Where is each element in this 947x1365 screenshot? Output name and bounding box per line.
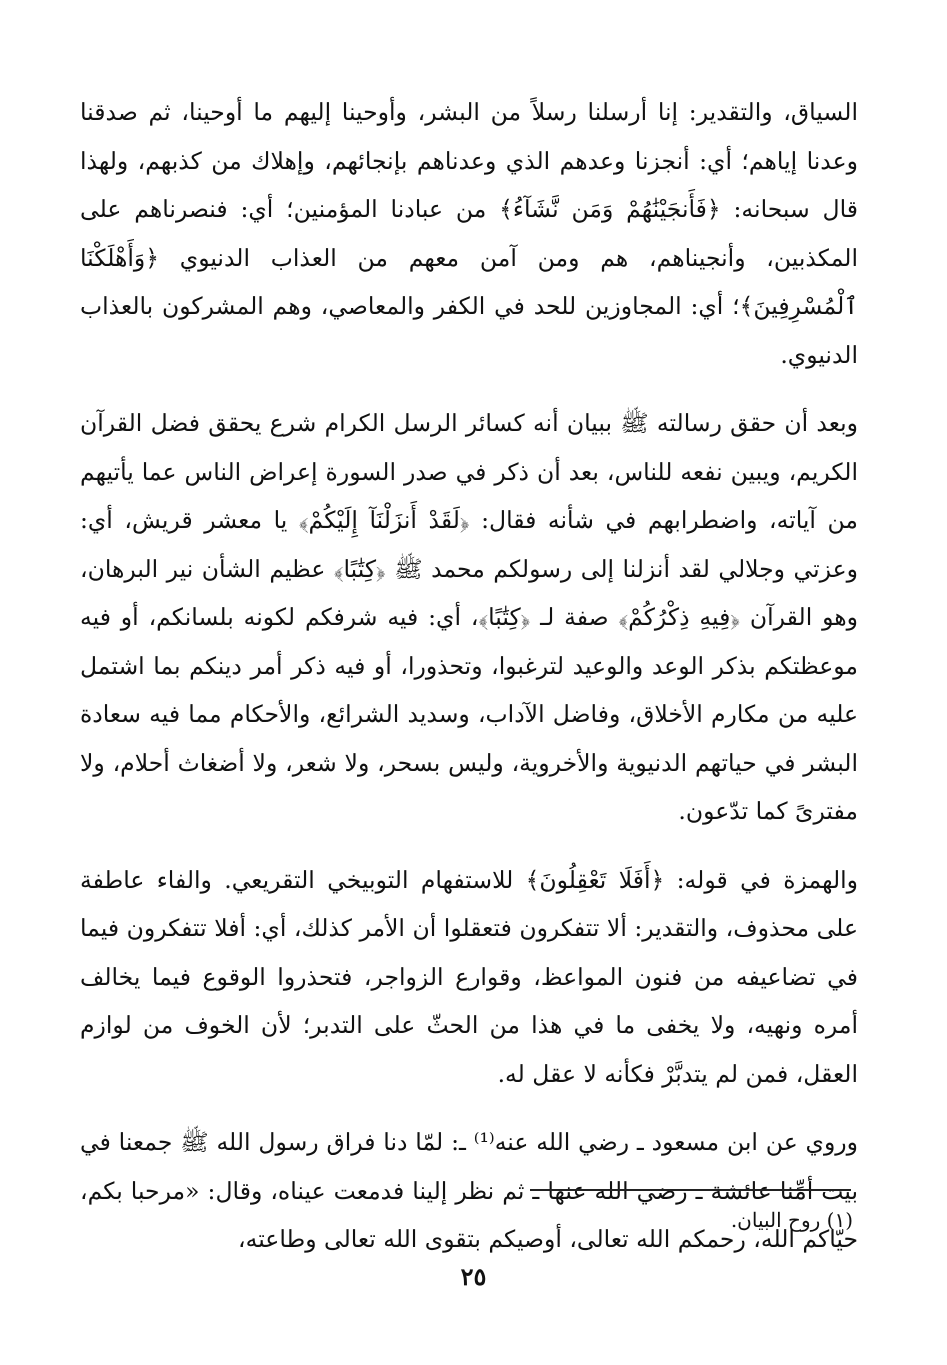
paragraph-3: والهمزة في قوله: ﴿أَفَلَا تَعْقِلُونَ﴾ للاستفهام التوبيخي التقريعي. والفاء عاطفة على محذوف، والتقدير: ألا تتفكرون فتعقلوا أن الأمر كذلك، أي: أفلا تتفكرون فيما في تضاعيفه من فنون المواعظ، وقوارع الزواجر، فتحذروا الوقوع فيما يخالف أمره ونهيه، ولا يخفى ما في هذا من الحثّ على التدبر؛ لأن الخوف من لوازم العقل، فمن لم يتدبَّرْ فكأنه لا عقل له.: [80, 865, 858, 1088]
page-number: ٢٥: [460, 1262, 487, 1291]
paragraph-1: السياق، والتقدير: إنا أرسلنا رسلاً من البشر، وأوحينا إليهم ما أوحينا، ثم صدقنا وعدنا إياهم؛ أي: أنجزنا وعدهم الذي وعدناهم بإنجائهم، وإهلاك من كذبهم، ولهذا قال سبحانه: ﴿فَأَنجَيْنَٰهُمْ وَمَن نَّشَآءُ﴾ من عبادنا المؤمنين؛ أي: فنصرناهم على المكذبين، وأنجيناهم، هم ومن آمن معهم من العذاب الدنيوي ﴿وَأَهْلَكْنَا ٱلْمُسْرِفِينَ﴾؛ أي: المجاوزين للحد في الكفر والمعاصي، وهم المشركون بالعذاب الدنيوي.: [80, 98, 858, 369]
page-body: [80, 88, 858, 1284]
paragraph-2: وبعد أن حقق رسالته ﷺ ببيان أنه كسائر الرسل الكرام شرع يحقق فضل القرآن الكريم، ويبين نفعه للناس، بعد أن ذكر في صدر السورة إعراض الناس عما يأتيهم من آياته، واضطرابهم في شأنه فقال: ﴿لَقَدْ أَنزَلْنَآ إِلَيْكُمْ﴾ يا معشر قريش، أي: وعزتي وجلالي لقد أنزلنا إلى رسولكم محمد ﷺ ﴿كِتَٰبًا﴾ عظيم الشأن نير البرهان، وهو القرآن ﴿فِيهِ ذِكْرُكُمْ﴾ صفة لـ ﴿كِتَٰبًا﴾، أي: فيه شرفكم لكونه بلسانكم، أو فيه موعظتكم بذكر الوعد والوعيد لترغبوا، وتحذورا، أو فيه ذكر أمر دينكم بما اشتمل عليه من مكارم الأخلاق، وفاضل الآداب، وسديد الشرائع، والأحكام مما فيه سعادة البشر في حياتهم الدنيوية والأخروية، وليس بسحر، ولا شعر، ولا أضغاث أحلام، ولا مفترىً كما تدّعون.: [80, 409, 858, 825]
footnote: (١) روح البيان.: [730, 1208, 853, 1232]
paragraph-4: وروي عن ابن مسعود ـ رضي الله عنه⁽¹⁾ ـ: لمّا دنا فراق رسول الله ﷺ جمعنا في بيت أمِّنا عائشة ـ رضي الله عنها ـ ثم نظر إلينا فدمعت عيناه، وقال: «مرحبا بكم، حيّاكم الله، رحمكم الله تعالى، أوصيكم بتقوى الله تعالى وطاعته،: [80, 1128, 858, 1253]
footnote-divider: [530, 1189, 851, 1191]
